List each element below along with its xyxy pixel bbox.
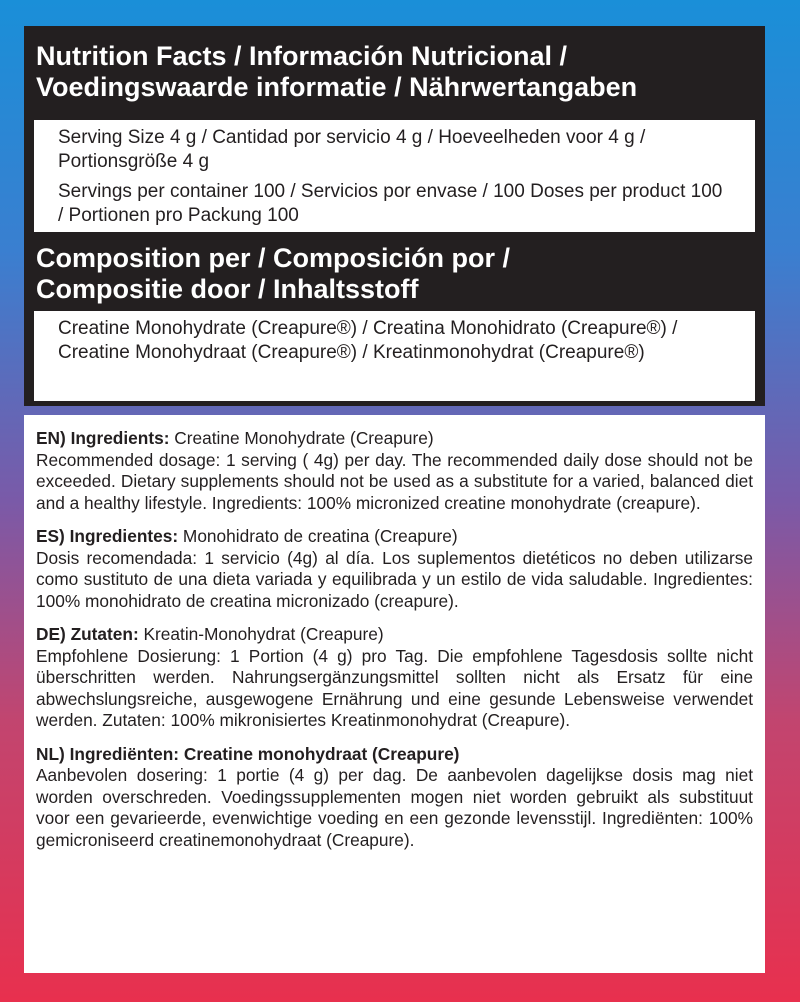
section-en-label: EN) Ingredients: (36, 428, 170, 448)
servings-per-container-text: Servings per container 100 / Servicios por envase / 100 Doses per product 100 / Portionen pro Packung 100 (58, 181, 723, 226)
section-es-text: Dosis recomendada: 1 servicio (4g) al día. Los suplementos dietéticos no deben utilizarse como sustituto de una dieta variada y equilibrada y un estilo de vida saludable. Ingredientes: 100% monohidrato de creatina micronizado (creapure). (36, 547, 753, 611)
composition-title-line2: Compositie door / Inhaltsstoff (36, 274, 419, 304)
section-nl (36, 744, 753, 852)
composition-box (34, 311, 755, 401)
section-de-label: DE) Zutaten: (36, 624, 139, 644)
section-de (36, 624, 753, 732)
section-nl-text: Aanbevolen dosering: 1 portie (4 g) per dag. De aanbevolen dagelijkse dosis mag niet worden overschreden. Voedingssupplementen mogen niet worden gebruikt als substituut voor een gevarieerde, evenwichtige voeding en een gezonde levensstijl. Ingrediënten: 100% gemicroniseerd creatinemonohydraat (Creapure). (36, 765, 753, 850)
composition-heading (36, 243, 756, 305)
composition-title-line1: Composition per / Composición por / (36, 243, 511, 273)
section-es-name: Monohidrato de creatina (Creapure) (178, 526, 458, 546)
composition-content: Creatine Monohydrate (Creapure®) / Creatina Monohidrato (Creapure®) / Creatine Monohydraat (Creapure®) / Kreatinmonohydrat (Creapure®) (58, 318, 678, 363)
section-de-text: Empfohlene Dosierung: 1 Portion (4 g) pro Tag. Die empfohlene Tagesdosis sollte nicht überschritten werden. Nahrungsergänzungsmittel sollten nicht als Ersatz für eine abwechslungsreiche, ausgewogene Ernährung und eine gesunde Lebensweise verwendet werden. Zutaten: 100% mikronisiertes Kreatinmonohydrat (Creapure). (36, 645, 753, 730)
nutrition-label-panel (24, 26, 765, 406)
section-en-name: Creatine Monohydrate (Creapure) (169, 428, 434, 448)
serving-size-text: Serving Size 4 g / Cantidad por servicio 4 g / Hoeveelheden voor 4 g / Portionsgröße 4 g (58, 127, 646, 172)
nutrition-facts-heading (36, 41, 756, 103)
section-en (36, 428, 753, 514)
section-de-name: Kreatin-Monohydrat (Creapure) (138, 624, 384, 644)
serving-info-box (34, 120, 755, 232)
nutrition-title-line1: Nutrition Facts / Información Nutricional / (36, 41, 568, 71)
section-nl-label: NL) Ingrediënten: Creatine monohydraat (Creapure) (36, 743, 460, 764)
section-es (36, 526, 753, 612)
section-es-label: ES) Ingredientes: (36, 526, 179, 546)
section-en-text: Recommended dosage: 1 serving ( 4g) per day. The recommended daily dose should not be exceeded. Dietary supplements should not be used as a substitute for a varied, balanced diet and a healthy lifestyle. Ingredients: 100% micronized creatine monohydrate (creapure). (36, 449, 753, 513)
ingredients-panel (24, 415, 765, 973)
nutrition-title-line2: Voedingswaarde informatie / Nährwertangaben (36, 72, 638, 102)
